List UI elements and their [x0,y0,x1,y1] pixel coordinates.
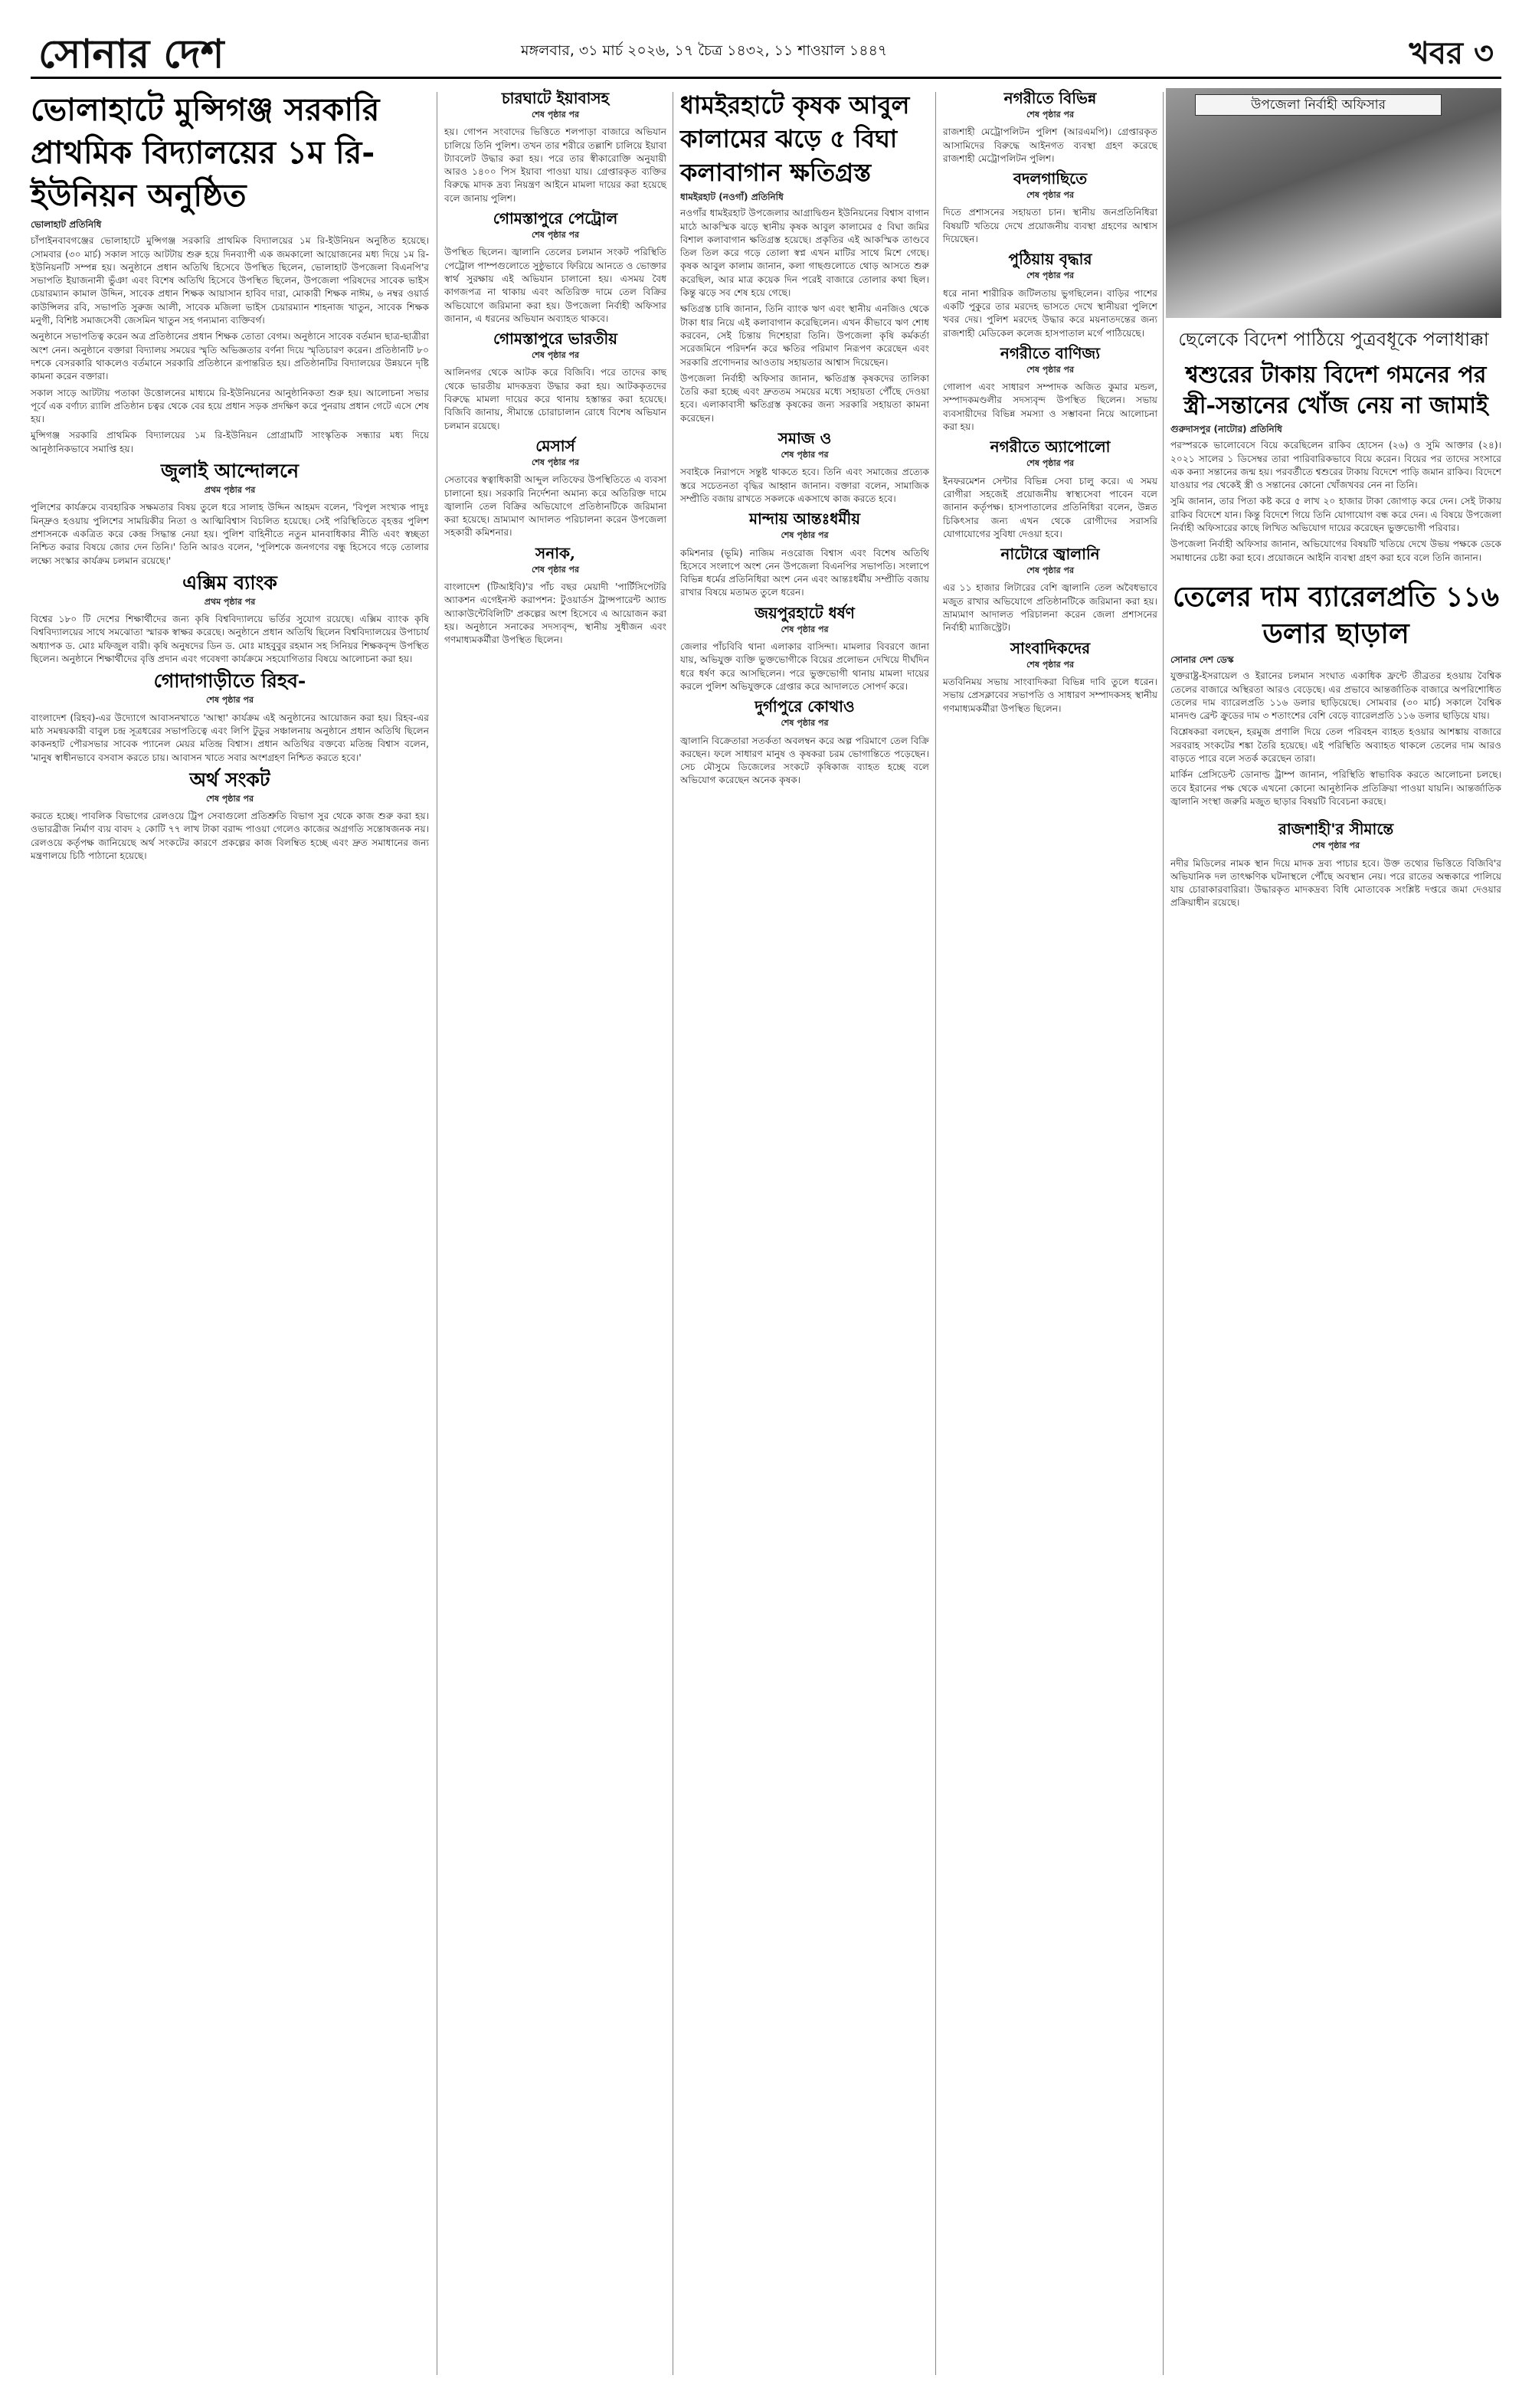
continued-label: শেষ পৃষ্ঠার পর [1026,190,1075,201]
paragraph: মতবিনিময় সভায় সাংবাদিকরা বিভিন্ন দাবি তুলে ধরেন। সভায় প্রেসক্লাবের সভাপতি ও সাধারণ সম্পাদকসহ স্থানীয় গণমাধ্যমকর্মীরা উপস্থিত ছিলেন। [943,676,1157,714]
paragraph: হয়। গোপন সংবাদের ভিত্তিতে শলপাড়া বাজারে অভিযান চালিয়ে তিনি পুলিশ। তখন তার শরীরে তল্লাশি চালিয়ে ইয়াবা ট্যাবলেট উদ্ধার করা হয়। পরে তার স্বীকারোক্তি অনুযায়ী আরও ১৪০০ পিস ইয়াবা পাওয়া যায়। গ্রেপ্তারকৃত ব্যক্তির বিরুদ্ধে মাদক দ্রব্য নিয়ন্ত্রণ আইনে মামলা দায়ের করা হয়েছে বলে জানায় পুলিশ। [444,126,666,204]
continued-label: শেষ পৃষ্ঠার পর [781,530,829,541]
byline: ভোলাহাট প্রতিনিধি [31,219,102,230]
headline-natore: নাটোরে জ্বালানি [1000,545,1100,564]
paragraph: বিশ্বের ১৮০ টি দেশের শিক্ষার্থীদের জন্য কৃষি বিশ্ববিদ্যালয়ে ভর্তির সুযোগ রয়েছে। এক্সিম ব্যাংক কৃষি বিশ্ববিদ্যালয়ের সাথে সমঝোতা স্মারক স্বাক্ষর করেছে। অনুষ্ঠানে প্রধান অতিথি ছিলেন বিশ্ববিদ্যালয়ের উপাচার্য অধ্যাপক ড. মোঃ মফিজুল বারী। কৃষি অনুষদের ডিন ড. মোঃ মাহবুবুর রহমান সহ সিনিয়র শিক্ষকবৃন্দ উপস্থিত ছিলেন। অনুষ্ঠানে শিক্ষার্থীদের বৃত্তি প্রদান এবং গবেষণা কার্যক্রমে সহযোগিতার বিষয়ে আলোচনা করা হয়। [31,614,429,665]
continued-label: শেষ পৃষ্ঠার পর [781,450,829,460]
byline: ধামইরহাট (নওগাঁ) প্রতিনিধি [680,192,784,202]
newspaper-page [31,23,1501,2385]
continued-label: শেষ পৃষ্ঠার পর [1026,458,1075,469]
continued-label: শেষ পৃষ্ঠার পর [1311,840,1360,851]
paragraph: দিতে প্রশাসনের সহায়তা চান। স্থানীয় জনপ্রতিনিধিরা বিষয়টি খতিয়ে দেখে প্রয়োজনীয় ব্যবস্থা গ্রহণের আশ্বাস দিয়েছেন। [943,207,1157,245]
headline-dhamoirhat: ধামইরহাটে কৃষক আবুল কালামের ঝড়ে ৫ বিঘা কলাবাগান ক্ষতিগ্রস্ত [680,90,910,187]
byline: সোনার দেশ ডেস্ক [1170,654,1234,665]
date-line: মঙ্গলবার, ৩১ মার্চ ২০২৬, ১৭ চৈত্র ১৪৩২, ১১ শাওয়াল ১৪৪৭ [521,42,888,59]
headline-charghat: চারঘাটে ইয়াবাসহ [501,89,610,107]
paragraph: জেলার পাঁচবিবি থানা এলাকার বাসিন্দা। মামলার বিবরণে জানা যায়, অভিযুক্ত ব্যক্তি ভুক্তভোগীকে বিয়ের প্রলোভন দেখিয়ে দীর্ঘদিন ধরে ধর্ষণ করে আসছিলেন। পরে ভুক্তভোগী থানায় মামলা দায়ের করলে পুলিশ অভিযুক্তকে গ্রেপ্তার করে আদালতে সোপর্দ করে। [680,641,929,692]
paragraph: কমিশনার (ভূমি) নাজিম নওরোজ বিশ্বাস এবং বিশেষ অতিথি হিসেবে সংলাপে অংশ নেন উপজেলা বিএনপির সভাপতি। সংলাপে বিভিন্ন ধর্মের প্রতিনিধিরা অংশ নেন এবং আন্তঃধর্মীয় সম্প্রীতি বজায় রাখার বিষয়ে মতামত তুলে ধরেন। [680,547,929,598]
paragraph: বিশ্লেষকরা বলছেন, হরমুজ প্রণালি দিয়ে তেল পরিবহন ব্যাহত হওয়ার আশঙ্কায় বাজারে সরবরাহ সংকটের শঙ্কা তৈরি হয়েছে। এই পরিস্থিতি অব্যাহত থাকলে তেলের দাম আরও বাড়তে পারে বলে সতর্ক করেছেন তারা। [1170,726,1501,765]
photo-sign-text: উপজেলা নির্বাহী অফিসার [1195,94,1442,116]
continued-label: শেষ পৃষ্ঠার পর [1026,364,1075,375]
news-photo [1166,88,1501,318]
paragraph: যুক্তরাষ্ট্র-ইসরায়েল ও ইরানের চলমান সংঘাত একাধিক ফ্রন্টে তীব্রতর হওয়ায় বৈশ্বিক তেলের বাজারে অস্থিরতা আরও বেড়েছে। এর প্রভাবে আন্তর্জাতিক বাজারে অপরিশোধিত তেলের দাম ব্যারেলপ্রতি ১১৬ ডলার ছাড়িয়েছে। সোমবার (৩০ মার্চ) সকালে বৈশ্বিক মানদণ্ড ব্রেন্ট ক্রুডের দাম ৩ শতাংশের বেশি বেড়ে ব্যারেলপ্রতি ১১৬ ডলার ছাড়িয়ে যায়। [1170,670,1501,722]
headline-puthia: পুঠিয়ায় বৃদ্ধার [1008,250,1092,269]
headline-badalgachi: বদলগাছিতে [1013,169,1088,188]
continued-label: শেষ পৃষ্ঠার পর [781,718,829,729]
paragraph: চাঁপাইনবাবগঞ্জের ভোলাহাটে মুন্সিগঞ্জ সরকারি প্রাথমিক বিদ্যালয়ের ১ম রি-ইউনিয়ন অনুষ্ঠিত হয়েছে। সোমবার (৩০ মার্চ) সকাল সাড়ে আটটায় শুরু হয়ে দিনব্যাপী এক জমকালো আয়োজনের মধ্য দিয়ে ১ম রি-ইউনিয়নটি সম্পন্ন হয়। অনুষ্ঠানে প্রধান অতিথি হিসেবে উপস্থিত ছিলেন, ভোলাহাট উপজেলা বিএনপি'র সভাপতি ইয়াজনানী ভুঁঞা এবং বিশেষ অতিথি হিসেবে উপস্থিত ছিলেন, উপজেলা পরিষদের সাবেক ভাইস চেয়ারম্যান কামাল উদ্দিন, সাবেক প্রধান শিক্ষক আয়াসান হাবিব দারা, মোকারী শিক্ষক নাঈম, ৬ নম্বর ওয়ার্ড কাউন্সিলর রবি, সভাপতি সুরুজ আলী, সাবেক মজিলা ভাইস চেয়ারম্যান শাহনাজ খাতুন, সাবেক শিক্ষক মনুগী, বিশিষ্ট সমাজসেবী জেসমিন খাতুন সহ গন্যমান্য ব্যক্তিবর্গ। [31,235,429,326]
paragraph: জ্বালানি বিক্রেতারা সতর্কতা অবলম্বন করে অল্প পরিমাণে তেল বিক্রি করছেন। ফলে সাধারণ মানুষ ও কৃষকরা চরম ভোগান্তিতে পড়েছেন। সেচ মৌসুমে ডিজেলের সংকটে কৃষিকাজ ব্যাহত হচ্ছে বলে অভিযোগ করেছেন অনেক কৃষক। [680,735,929,786]
headline-durgapur: দুর্গাপুরে কোথাও [755,697,855,716]
column-1 [31,88,429,866]
continued-label: শেষ পৃষ্ঠার পর [531,457,580,467]
continued-label: শেষ পৃষ্ঠার পর [531,564,580,575]
headline-gomostapur-indian: গোমস্তাপুরে ভারতীয় [493,329,618,349]
continued-label: শেষ পৃষ্ঠার পর [1026,110,1075,120]
paragraph: অনুষ্ঠানে সভাপতিত্ব করেন অত্র প্রতিষ্ঠানের প্রধান শিক্ষক তোতা বেগম। অনুষ্ঠানে সাবেক বর্তমান ছাত্র-ছাত্রীরা অংশ নেন। অনুষ্ঠানে বক্তারা বিদ্যালয় সময়ের স্মৃতি অভিজ্ঞতার বর্ণনা দিয়ে স্মৃতিচারণ করেন। প্রতিষ্ঠানটি ৮০ দশকে বেসরকারি থাকলেও বর্তমানে সরকারি প্রতিষ্ঠানে রূপান্তরিত হয়। প্রতিষ্ঠানটির বিদ্যালয়ের উন্নয়নে দৃষ্টি কামনা করেন বক্তারা। [31,331,429,382]
column-5 [1170,360,1501,913]
paragraph: বাংলাদেশ (টিআইবি)'র পাঁচ বছর মেয়াদী 'পার্টিসিপেটরি অ্যাকশন এগেইনস্ট করাপশন: টুওয়ার্ডস ট্রান্সপারেন্ট অ্যান্ড অ্যাকাউন্টেবিলিটি' প্রকল্পের অংশ হিসেবে এ আয়োজন করা হয়। অনুষ্ঠানে সনাকের সদস্যবৃন্দ, স্থানীয় সুধীজন এবং গণমাধ্যমকর্মীরা উপস্থিত ছিলেন। [444,582,666,646]
column-2 [444,88,666,650]
continued-label: শেষ পৃষ্ঠার পর [1026,659,1075,670]
paragraph: ধরে নানা শারীরিক জটিলতায় ভুগছিলেন। বাড়ির পাশের একটি পুকুরে তার মরদেহ ভাসতে দেখে স্থানীয়রা পুলিশে খবর দেয়। পুলিশ মরদেহ উদ্ধার করে ময়নাতদন্তের জন্য রাজশাহী মেডিকেল কলেজ হাসপাতাল মর্গে পাঠিয়েছে। [943,287,1157,339]
continued-label: শেষ পৃষ্ঠার পর [531,110,580,120]
paragraph: গোলাপ এবং সাধারণ সম্পাদক অজিত কুমার মন্ডল, সম্পাদকমণ্ডলীর সদস্যবৃন্দ উপস্থিত ছিলেন। সভায় ব্যবসায়ীদের বিভিন্ন সমস্যা ও সম্ভাবনা নিয়ে আলোচনা করা হয়। [943,382,1157,433]
headline-gomostapur-petrol: গোমস্তাপুরে পেট্রোল [493,209,618,228]
paragraph: আলিনগর থেকে আটক করে বিজিবি। পরে তাদের কাছ থেকে ভারতীয় মাদকদ্রব্য উদ্ধার করা হয়। আটককৃতদের বিরুদ্ধে মামলা দায়ের করে থানায় হস্তান্তর করা হয়েছে। বিজিবি জানায়, সীমান্তে চোরাচালান রোধে বিশেষ অভিযান চলমান রয়েছে। [444,367,666,431]
paragraph: সবাইকে নিরাপদে সন্তুষ্ট থাকতে হবে। তিনি এবং সমাজের প্রত্যেক স্তরে সচেতনতা বৃদ্ধির আহ্বান জানান। বক্তারা বলেন, সামাজিক সম্প্রীতি বজায় রাখতে সকলকে একসাথে কাজ করতে হবে। [680,467,929,504]
headline-exim: এক্সিম ব্যাংক [182,571,277,594]
paragraph: নদীর মিডিলের নামক স্থান দিয়ে মাদক দ্রব্য পাচার হবে। উক্ত তথ্যের ভিত্তিতে বিজিবি'র অভিযানিক দল তাৎক্ষণিক ঘটনাস্থলে পৌঁছে অবস্থান নেয়। পরে রাতের অন্ধকারে পালিয়ে যায় চোরাকারবারিরা। উদ্ধারকৃত মাদকদ্রব্য বিধি মোতাবেক সংশ্লিষ্ট দপ্তরে জমা দেওয়ার প্রক্রিয়াধীন রয়েছে। [1170,857,1501,909]
paragraph: রাজশাহী মেট্রোপলিটন পুলিশ (আরএমপি)। গ্রেপ্তারকৃত আসামিদের বিরুদ্ধে আইনগত ব্যবস্থা গ্রহণ করেছে রাজশাহী মেট্রোপলিটন পুলিশ। [943,126,1157,164]
paragraph: নওগাঁর ধামইরহাট উপজেলার আগ্রাদ্বিগুন ইউনিয়নের বিশ্বাস বাগান মাঠে আকস্মিক ঝড়ে স্থানীয় কৃষক আবুল কালামের ৫ বিঘা জমির বিশাল কলাবাগান ক্ষতিগ্রস্ত হয়েছে। প্রকৃতির এই আকস্মিক তাণ্ডবে তিল তিল করে গড়ে তোলা স্বপ্ন এখন মাটির সাথে মিশে গেছে। কৃষক আবুল কালাম জানান, কলা গাছগুলোতে থোড় আসতে শুরু করেছিল, আর মাত্র কয়েক দিন পরেই বাজারে তোলার কথা ছিল। কিন্তু ঝড়ে সব শেষ হয়ে গেছে। [680,208,929,299]
headline-rajshahi-border: রাজশাহী'র সীমান্তে [1278,820,1394,839]
headline-apollo: নগরীতে অ্যাপোলো [990,437,1111,457]
headline-son-in-law: শ্বশুরের টাকায় বিদেশ গমনের পর স্ত্রী-সন্তানের খোঁজ নেয় না জামাই [1183,362,1488,419]
column-4 [943,88,1157,719]
masthead [31,23,1501,79]
paragraph: উপস্থিত ছিলেন। জ্বালানি তেলের চলমান সংকট পরিস্থিতি পেট্রোল পাম্পগুলোতে সুষ্ঠুভাবে ফিরিয়ে আনতে ও ভোক্তার স্বার্থ সুরক্ষায় এই অভিযান চালানো হয়। এসময় বৈধ কাগজপত্র না থাকায় এবং অতিরিক্ত দামে তেল বিক্রির অভিযোগে জরিমানা করা হয়। উপজেলা নির্বাহী অফিসার জানান, এ ধরনের অভিযান অব্যাহত থাকবে। [444,247,667,324]
column-divider [935,92,936,2375]
continued-label: প্রথম পৃষ্ঠার পর [204,485,256,496]
paragraph: এর ১১ হাজার লিটারের বেশি জ্বালানি তেল অবৈধভাবে মজুত রাখার অভিযোগে প্রতিষ্ঠানটিকে জরিমানা করা হয়। ভ্রাম্যমাণ আদালত পরিচালনা করেন জেলা প্রশাসনের নির্বাহী ম্যাজিস্ট্রেট। [943,582,1157,634]
paragraph: মুন্সিগঞ্জ সরকারি প্রাথমিক বিদ্যালয়ের ১ম রি-ইউনিয়ন প্রোগ্রামটি সাংস্কৃতিক সন্ধ্যার মধ্য দিয়ে আনুষ্ঠানিকভাবে সমাপ্তি হয়। [31,430,429,454]
continued-label: প্রথম পৃষ্ঠার পর [204,596,256,607]
continued-label: শেষ পৃষ্ঠার পর [205,695,254,706]
continued-label: শেষ পৃষ্ঠার পর [1026,565,1075,576]
headline-manda: মান্দায় আন্তঃধর্মীয় [748,509,861,529]
headline-godagari: গোদাগাড়ীতে রিহব- [153,670,306,693]
continued-label: শেষ পৃষ্ঠার পর [1026,270,1075,281]
paper-name: সোনার দেশ [38,31,224,77]
headline-nagari: নগরীতে বিভিন্ন [1003,89,1097,107]
headline-july: জুলাই আন্দোলনে [160,460,300,483]
photo-caption: ছেলেকে বিদেশ পাঠিয়ে পুত্রবধূকে পলাধাক্কা [1178,329,1489,350]
headline-sangbadik: সাংবাদিকদের [1010,638,1091,657]
continued-label: শেষ পৃষ্ঠার পর [531,350,580,361]
paragraph: সুমি জানান, তার পিতা কষ্ট করে ৫ লাখ ২০ হাজার টাকা জোগাড় করে দেন। সেই টাকায় রাকিব বিদেশে যান। কিন্তু বিদেশে গিয়ে তিনি যোগাযোগ বন্ধ করে দেন। এ বিষয়ে উপজেলা নির্বাহী অফিসারের কাছে লিখিত অভিযোগ দায়ের করেছেন ভুক্তভোগী পরিবার। [1170,496,1501,534]
headline-banijya: নগরীতে বাণিজ্য [1000,343,1101,362]
paragraph: সেতাবের স্বত্বাধিকারী আব্দুল লতিফের উপস্থিতিতে এ ব্যবসা চালানো হয়। সরকারি নির্দেশনা অমান্য করে অতিরিক্ত দামে জ্বালানি তেল বিক্রির অভিযোগে প্রতিষ্ঠানটিকে জরিমানা করা হয়েছে। ভ্রাম্যমাণ আদালত পরিচালনা করেন উপজেলা সহকারী কমিশনার। [444,474,666,539]
paragraph: ক্ষতিগ্রস্ত চাষি জানান, তিনি ব্যাংক ঋণ এবং স্থানীয় এনজিও থেকে টাকা ধার নিয়ে এই কলাবাগান করেছিলেন। এখন কীভাবে ঋণ শোধ করবেন, সেই চিন্তায় দিশেহারা তিনি। উপজেলা কৃষি কর্মকর্তা সরেজমিনে পরিদর্শন করে ক্ষতির পরিমাণ নিরূপণ করেছেন এবং সরকারি প্রণোদনার আওতায় সহায়তার আশ্বাস দিয়েছেন। [680,303,929,368]
section-label: খবর ৩ [1409,35,1494,71]
paragraph: করতে হচ্ছে। পাবলিক বিভাগের রেলওয়ে ট্রিপ সেবাগুলো প্রতিশ্রুতি বিভাগ সুর থেকে কাজ শুরু করা হয়। ওভারব্রীজ নির্মাণ ব্যয় বাবদ ২ কোটি ৭৭ লাখ টাকা বরাদ্দ পাওয়া গেলেও কাজের অগ্রগতি সন্তোষজনক নয়। রেলওয়ে কর্তৃপক্ষ জানিয়েছে অর্থ সংকটের কারণে প্রকল্পের কাজ বিলম্বিত হচ্ছে এবং দ্রুত সমাধানের জন্য মন্ত্রণালয়ে চিঠি পাঠানো হয়েছে। [31,811,429,861]
paragraph: পরস্পরকে ভালোবেসে বিয়ে করেছিলেন রাকিব হোসেন (২৬) ও সুমি আক্তার (২৪)। ২০২১ সালের ১ ডিসেম্বর তারা পারিবারিকভাবে বিয়ে করেন। বিয়ের পর তাদের সংসারে এক কন্যা সন্তানের জন্ম হয়। পরবর্তীতে শ্বশুরের টাকায় বিদেশে পাড়ি জমান রাকিব। বিদেশে যাওয়ার পর থেকেই স্ত্রী ও সন্তানের কোনো খোঁজখবর নেন না তিনি। [1170,440,1501,491]
headline-reunion: ভোলাহাটে মুন্সিগঞ্জ সরকারি প্রাথমিক বিদ্যালয়ের ১ম রি-ইউনিয়ন অনুষ্ঠিত [31,91,380,214]
paragraph: মার্কিন প্রেসিডেন্ট ডোনাল্ড ট্রাম্প জানান, পরিস্থিতি স্বাভাবিক করতে আলোচনা চলছে। তবে ইরানের পক্ষ থেকে এখনো কোনো আনুষ্ঠানিক প্রতিক্রিয়া পাওয়া যায়নি। আন্তর্জাতিক জ্বালানি সংস্থা জরুরি মজুত ছাড়ার বিষয়টি বিবেচনা করছে। [1170,769,1501,807]
paragraph: সকাল সাড়ে আটটায় পতাকা উত্তোলনের মাধ্যমে রি-ইউনিয়নের আনুষ্ঠানিকতা শুরু হয়। আলোচনা সভার পূর্বে এক বর্ণাঢ্য র‍্যালি প্রতিষ্ঠান চত্বর থেকে বের হয়ে প্রধান সড়ক প্রদক্ষিণ করে পুনরায় প্রধান গেটে এসে শেষ হয়। [31,387,429,425]
headline-oil-price: তেলের দাম ব্যারেলপ্রতি ১১৬ ডলার ছাড়াল [1173,580,1499,650]
column-3 [680,88,929,791]
headline-samaj: সমাজ ও [777,429,832,448]
continued-label: শেষ পৃষ্ঠার পর [205,793,254,804]
continued-label: শেষ পৃষ্ঠার পর [781,624,829,634]
continued-label: শেষ পৃষ্ঠার পর [531,230,580,241]
headline-economy: অর্থ সংকট [189,768,270,791]
paragraph: ইনফরমেশন সেন্টার বিভিন্ন সেবা চালু করে। এ সময় রোগীরা সহজেই প্রয়োজনীয় স্বাস্থ্যসেবা পাবেন বলে জানান কর্তৃপক্ষ। হাসপাতালের প্রতিনিধিরা বলেন, উন্নত চিকিৎসার জন্য এখন থেকে রোগীদের সরাসরি যোগাযোগের সুবিধা দেওয়া হবে। [943,475,1157,539]
paragraph: উপজেলা নির্বাহী অফিসার জানান, অভিযোগের বিষয়টি খতিয়ে দেখে উভয় পক্ষকে ডেকে সমাধানের চেষ্টা করা হবে। প্রয়োজনে আইনি ব্যবস্থা গ্রহণ করা হবে বলে তিনি জানান। [1170,539,1501,563]
byline: গুরুদাসপুর (নাটোর) প্রতিনিধি [1170,424,1282,434]
headline-sanak: সনাক, [535,543,575,562]
paragraph: পুলিশের কার্যক্রমে ব্যবহারিক সক্ষমতার বিষয় তুলে ধরে সালাহ উদ্দিন আহমদ বলেন, 'বিপুল সংখ্যক পাদুঃ মিন্দ্রুও হওয়ায় পুলিশের সাময়িকীর নিতা ও আত্মিবিশ্বাস বিচলিত হয়েছে। সেই পরিস্থিতিতে বৃহত্তর পুলিশ প্রশাসনকে একত্রিত করে কেন্দ্র সিদ্ধান্ত নেয়া হয়। পুলিশ বাহিনীতে নতুন মানবাধিকার নীতি এবং স্বচ্ছতা নিশ্চিত করার বিষয়ে জোর দেন তিনি।' তিনি আরও বলেন, 'পুলিশকে জনগণের বন্ধু হিসেবে গড়ে তোলার লক্ষ্যে সংস্কার কার্যক্রম চলমান রয়েছে।' [31,502,429,566]
headline-joypurhat: জয়পুরহাটে ধর্ষণ [755,603,855,622]
paragraph: বাংলাদেশ (রিহব)-এর উদ্যোগে আবাসনখাতে 'আস্থা' কার্যক্রম এই অনুষ্ঠানের আয়োজন করা হয়। রিহব-এর মাঠ সমন্বয়কারী বাবুল চন্দ্র সূত্রধরের সভাপতিত্বে এবং লিপি টুডুর সঞ্চালনায় অনুষ্ঠানে প্রধান অতিথি ছিলেন কাকনহাট পৌরসভার সাবেক প্যানেল মেয়র মতিন্দ্র বিশ্বাস। প্রধান অতিথির বক্তব্যে মতিন্দ্র বিশ্বাস বলেন, 'মানুষ স্বাধীনভাবে বসবাস করতে চায়। আবাসন খাতে সবার অংশগ্রহণ নিশ্চিত করতে হবে।' [31,712,429,763]
column-divider [1163,92,1164,2375]
headline-mesars: মেসার্স [535,436,575,455]
paragraph: উপজেলা নির্বাহী অফিসার জানান, ক্ষতিগ্রস্ত কৃষকদের তালিকা তৈরি করা হচ্ছে এবং দ্রুততম সময়ের মধ্যে সহায়তা পৌঁছে দেওয়া হবে। এলাকাবাসী ক্ষতিগ্রস্ত কৃষকের জন্য সরকারি সহায়তা কামনা করেছেন। [680,372,929,424]
